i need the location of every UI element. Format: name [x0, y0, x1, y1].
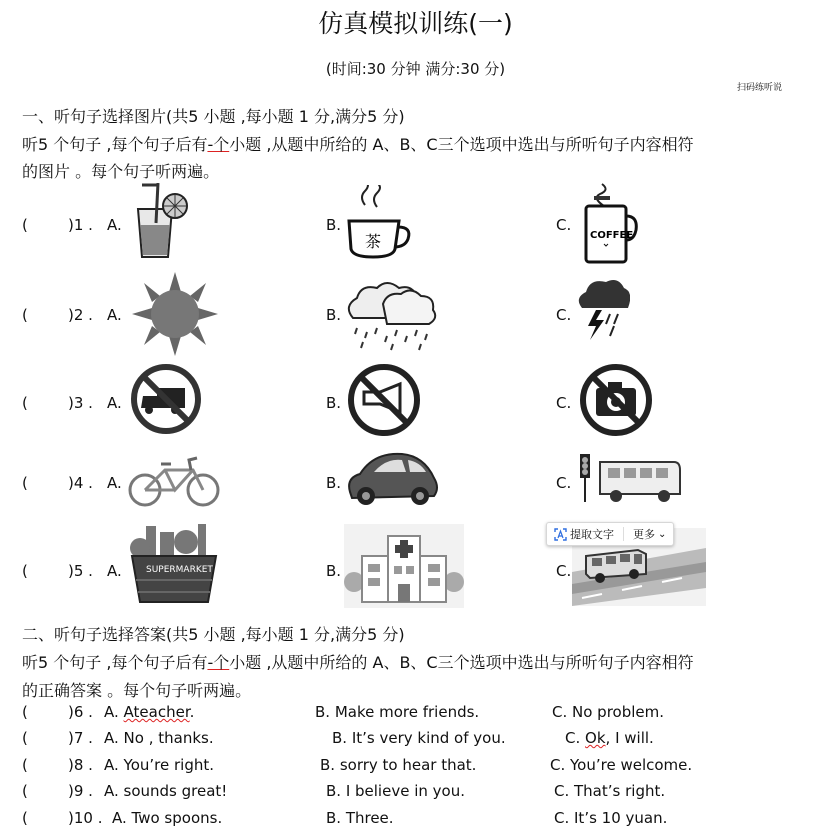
option-b: B. Make more friends.: [315, 703, 480, 721]
option-a: A. Two spoons.: [112, 809, 223, 827]
option-a: A. You’re right.: [104, 756, 215, 774]
more-button[interactable]: [630, 525, 669, 543]
extract-text-button[interactable]: [551, 525, 617, 543]
option-c: C. No problem.: [552, 703, 665, 721]
question-number: )9 .: [68, 782, 93, 800]
option-c-label: C.: [556, 474, 572, 492]
answer-paren[interactable]: (: [22, 782, 28, 800]
option-b: B. Three.: [326, 809, 394, 827]
section2-instruction-line2: 的正确答案 。每个句子听两遍。: [22, 681, 252, 700]
option-a-label: A.: [107, 562, 122, 580]
no-photo-sign-icon: [578, 362, 654, 438]
chevron-down-icon: ⌄: [658, 528, 667, 540]
supermarket-text: SUPERMARKET: [146, 565, 213, 575]
option-a-label: A.: [107, 216, 122, 234]
time-score-subtitle: (时间:30 分钟 满分:30 分): [325, 60, 506, 78]
option-a-label: A.: [107, 474, 122, 492]
option-a-label: A.: [107, 306, 122, 324]
option-c-label: C.: [556, 394, 572, 412]
option-c: C. It’s 10 yuan.: [554, 809, 668, 827]
hospital-icon: [344, 524, 464, 608]
question-number: )4 .: [68, 474, 93, 492]
question-number: )8 .: [68, 756, 93, 774]
option-a: A. Ateacher.: [104, 703, 195, 721]
option-c: C. Ok, I will.: [565, 729, 654, 747]
section2-instruction-line1: 听5 个句子 ,每个句子后有-个小题 ,从题中所给的 A、B、C三个选项中选出与所听句子内容相符: [22, 653, 694, 672]
more-label: 更多: [633, 528, 655, 541]
question-number: )1 .: [68, 216, 93, 234]
option-b-label: B.: [326, 306, 342, 324]
option-c-label: C.: [556, 562, 572, 580]
extract-text-label: 提取文字: [570, 528, 614, 541]
supermarket-basket-icon: [126, 522, 222, 608]
answer-paren[interactable]: (: [22, 703, 28, 721]
option-c-label: C.: [556, 216, 572, 234]
option-c: C. You’re welcome.: [550, 756, 693, 774]
option-a: A. No , thanks.: [104, 729, 214, 747]
question-number: )6 .: [68, 703, 93, 721]
question-number: )3 .: [68, 394, 93, 412]
option-a-label: A.: [107, 394, 122, 412]
car-icon: [344, 448, 440, 510]
juice-glass-icon: [128, 183, 190, 261]
option-b-label: B.: [326, 216, 342, 234]
answer-paren[interactable]: (: [22, 306, 28, 324]
tea-char: 茶: [365, 232, 382, 251]
answer-paren[interactable]: (: [22, 729, 28, 747]
answer-paren[interactable]: (: [22, 562, 28, 580]
section1-instruction-line2: 的图片 。每个句子听两遍。: [22, 162, 220, 181]
option-b-label: B.: [326, 394, 342, 412]
sun-icon: [132, 272, 218, 356]
tea-cup-icon: [345, 185, 413, 261]
answer-paren[interactable]: (: [22, 809, 28, 827]
question-number: )7 .: [68, 729, 93, 747]
section1-heading: 一、听句子选择图片(共5 小题 ,每小题 1 分,满分5 分): [22, 107, 405, 126]
rain-clouds-icon: [343, 278, 439, 352]
coffee-text: COFFEE: [590, 230, 634, 241]
option-b: B. It’s very kind of you.: [332, 729, 506, 747]
question-number: )10 .: [68, 809, 103, 827]
question-number: )5 .: [68, 562, 93, 580]
option-b: B. I believe in you.: [326, 782, 465, 800]
answer-paren[interactable]: (: [22, 756, 28, 774]
no-horn-sign-icon: [346, 362, 422, 438]
bus-traffic-light-icon: [578, 452, 682, 504]
section2-heading: 二、听句子选择答案(共5 小题 ,每小题 1 分,满分5 分): [22, 625, 405, 644]
option-c-label: C.: [556, 306, 572, 324]
option-b: B. sorry to hear that.: [320, 756, 477, 774]
option-b-label: B.: [326, 474, 342, 492]
floating-toolbar: [546, 522, 674, 546]
option-a: A. sounds great!: [104, 782, 228, 800]
toolbar-divider: [623, 527, 624, 541]
question-number: )2 .: [68, 306, 93, 324]
text-recognition-icon: [554, 528, 567, 541]
no-trucks-sign-icon: [129, 362, 203, 436]
scan-label: 扫码练听说: [737, 83, 783, 93]
option-b-label: B.: [326, 562, 342, 580]
storm-cloud-icon: [576, 278, 630, 340]
page-title: 仿真模拟训练(一): [318, 9, 513, 38]
answer-paren[interactable]: (: [22, 474, 28, 492]
coffee-mug-icon: [580, 182, 638, 264]
section1-instruction-line1: 听5 个句子 ,每个句子后有-个小题 ,从题中所给的 A、B、C三个选项中选出与所听句子内容相符: [22, 135, 694, 154]
answer-paren[interactable]: (: [22, 216, 28, 234]
option-c: C. That’s right.: [554, 782, 666, 800]
bicycle-icon: [127, 452, 221, 508]
answer-paren[interactable]: (: [22, 394, 28, 412]
